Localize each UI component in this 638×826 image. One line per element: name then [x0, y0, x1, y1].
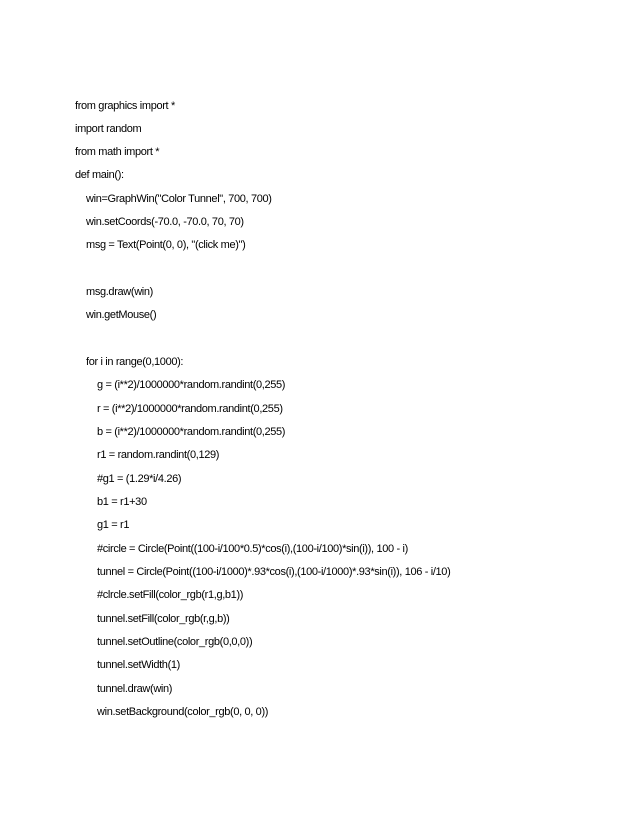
code-line-tunnel-setwidth: tunnel.setWidth(1) [97, 659, 180, 671]
code-line-import-random: import random [75, 123, 142, 135]
code-line-tunnel-circle: tunnel = Circle(Point((100-i/1000)*.93*cos(i),(100-i/1000)*.93*sin(i)), 106 - i/10) [97, 566, 451, 578]
code-line-circle-comment: #circle = Circle(Point((100-i/100*0.5)*cos(i),(100-i/100)*sin(i)), 100 - i) [97, 543, 408, 555]
code-line-getmouse: win.getMouse() [86, 309, 157, 321]
code-line-r: r = (i**2)/1000000*random.randint(0,255) [97, 403, 283, 415]
code-line-import-math: from math import * [75, 146, 160, 158]
code-line-graphwin: win=GraphWin("Color Tunnel", 700, 700) [86, 193, 272, 205]
code-line-g: g = (i**2)/1000000*random.randint(0,255) [97, 379, 286, 391]
code-line-msg-text: msg = Text(Point(0, 0), "(click me)") [86, 239, 246, 251]
code-line-def-main: def main(): [75, 169, 124, 181]
code-line-tunnel-setoutline: tunnel.setOutline(color_rgb(0,0,0)) [97, 636, 253, 648]
code-line-clrcle-setfill-comment: #clrcle.setFill(color_rgb(r1,g,b1)) [97, 589, 244, 601]
code-line-g1-comment: #g1 = (1.29*i/4.26) [97, 473, 182, 485]
code-line-g1: g1 = r1 [97, 519, 130, 531]
code-line-setbackground: win.setBackground(color_rgb(0, 0, 0)) [97, 706, 269, 718]
code-line-tunnel-draw: tunnel.draw(win) [97, 683, 173, 695]
code-line-for-loop: for i in range(0,1000): [86, 356, 184, 368]
code-line-tunnel-setfill: tunnel.setFill(color_rgb(r,g,b)) [97, 613, 230, 625]
code-line-r1: r1 = random.randint(0,129) [97, 449, 220, 461]
code-line-import-graphics: from graphics import * [75, 100, 175, 112]
code-line-msg-draw: msg.draw(win) [86, 286, 153, 298]
code-line-b1: b1 = r1+30 [97, 496, 147, 508]
code-line-b: b = (i**2)/1000000*random.randint(0,255) [97, 426, 286, 438]
code-line-setcoords: win.setCoords(-70.0, -70.0, 70, 70) [86, 216, 244, 228]
